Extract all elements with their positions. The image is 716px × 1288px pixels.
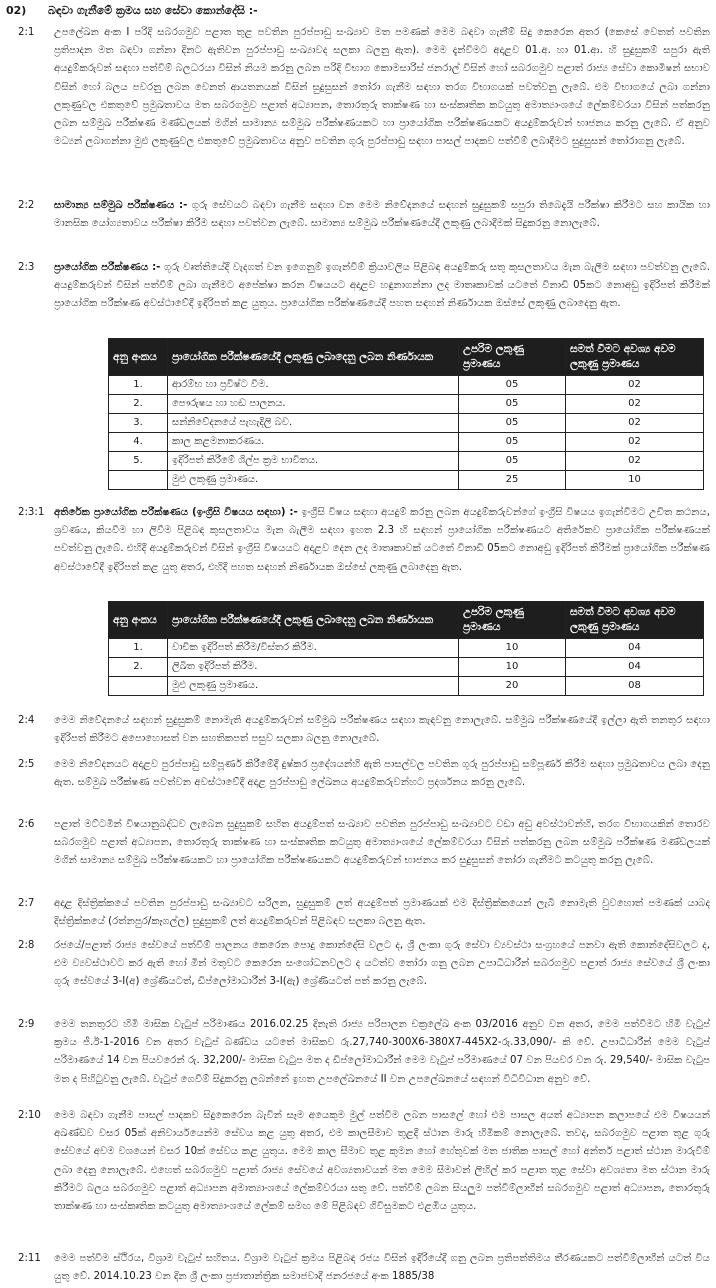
clause-2-2 [6,197,710,233]
table-cell: 10 [459,658,566,677]
column-header: සමත් වීමට අවශ්‍ය අවම ලකුණු ප්‍රමාණය [566,602,704,639]
table-cell: 05 [459,395,566,414]
table-total-row [109,471,704,490]
table-cell: 04 [566,639,704,658]
table-cell: සන්නිවේදනයේ පැහැදිලි බව. [168,414,459,433]
clause-title: සාමාන්‍ය සම්මුඛ පරීක්ෂණය :- [54,200,188,211]
clause-text: මෙම පත්වීම ස්ථිරය, විශ්‍රාම වැටුප් සහිතය. විශ්‍රාම වැටුප් ක්‍රමය පිළිබඳ රජය විසින් ඉදිරියේදී ගනු ලබන ප්‍රතිපත්තිමය තීරණයකට පත්වීම්ලාභීන් යටත් විය යුතු වේ. 2014.10.23 වන දින ශ්‍රී ලංකා ප්‍රජාතාන්ත්‍රික සමාජවාදී ජනරජයේ අංක 1885/38 [54,1253,710,1283]
clause-number: 2:7 [18,898,35,909]
table-cell: 02 [566,414,704,433]
table-cell: 3. [109,414,168,433]
table-cell: 4. [109,433,168,452]
clause-2-4 [6,712,710,748]
table-row [109,433,704,452]
clause-text: ඉංග්‍රීසි විෂය සඳහා අයදුම් කරනු ලබන අයදුම්කරුවන්ගේ ඉංග්‍රීසි විෂයය ඉගැන්වීමට උචිත කථනය, ශ්‍රවණය, කියවීම හා ලිවීම පිළිබඳ කුසලතාවය මැන බැලීම සඳහා ඉහත 2.3 හි සඳහන් ප්‍රායෝගික පරීක්ෂණයට අතිරේකව ප්‍රායෝගික පරීක්ෂණයක් පවත්වනු ලැබේ. එහිදී අයදුම්කරුවන් විසින් ඉංග්‍රීසි විෂයයට අදාළව දෙන ලද මාතෘකාවක් යටතේ විනාඩි 05කට නොඅඩු ඉදිරිපත් කිරීමක් ප්‍රායෝගික පරීක්ෂණ අවස්ථාවේදී ඉදිරිපත් කළ යුතු අතර, එහිදී පහත සඳහන් නිර්ණායක ඔස්සේ ලකුණු ලබාදෙනු ඇත. [54,507,710,573]
table-cell: 08 [566,677,704,696]
table-cell: වාචික ඉදිරිපත් කිරීම/විස්තර කිරීම. [168,639,459,658]
clause-2-1 [6,24,710,151]
column-header: උපරිම ලකුණු ප්‍රමාණය [459,339,566,376]
clause-number: 2:5 [18,759,35,770]
clause-text: අදාළ දිස්ත්‍රික්කයේ පවතින පුරප්පාඩු සංඛ්‍යාවට සරිලන, සුදුසුකම් ලත් අයදුම්පත් ප්‍රමාණයක් එම දිස්ත්‍රික්කයෙන් ලැබී නොමැති වුවහොත් පමණක් යාබද දිස්ත්‍රික්කයේ (රත්නපුර/කෑගල්ල) සුදුසුකම් ලත් අයදුම්කරුවන් පිළිබඳව සලකා බලනු ඇත. [54,898,710,928]
section-title: බඳවා ගැනීමේ ක්‍රමය සහ සේවා කොන්දේසි :- [48,4,258,17]
table-cell [109,677,168,696]
table-cell: ලිඛිත ඉදිරිපත් කිරීම. [168,658,459,677]
clause-2-9 [6,1016,710,1089]
column-header: සමත් වීමට අවශ්‍ය අවම ලකුණු ප්‍රමාණය [566,339,704,376]
table-cell: පෞරුෂය හා හඬ පාලනය. [168,395,459,414]
table-cell: 05 [459,433,566,452]
table-cell: 02 [566,395,704,414]
table-cell: මුළු ලකුණු ප්‍රමාණය. [168,677,459,696]
table-cell: 05 [459,452,566,471]
clause-title: ප්‍රායෝගික පරීක්ෂණය :- [54,262,161,273]
table-cell: 02 [566,376,704,395]
clause-text: මෙම තනතුරට හිමි මාසික වැටුප් පරිමාණය 2016.02.25 දිනැති රාජ්‍ය පරිපාලන චක්‍රලේඛ අංක 03/2016 අනුව වන අතර, මෙම පත්වීමට හිමි වැටුප් ක්‍රමය ජී.ඊ-1-2016 වන අතර වැටුප් බණ්ඩය යටතේ මාසිකව රු.27,740-300X6-380X7-445X2-රු.33,090/- කි වේ. උපාධිධාරීන් මෙම වැටුප් පරිමාණයේ 14 වන පියවරෙන් රු. 32,200/- මාසික වැටුප මත ද ඩිප්ලෝමාධාරීන් මෙම වැටුප් පරිමාණයේ 07 වන පියවර වන රු. 29,540/- මාසික වැටුප මත ද පිහිටුවනු ලැබේ. වැටුප් ගෙවීම් සිදුකරනු ලබන්නේ ඉහත උපලේඛනයේ II වන උපලේඛනයේ සඳහන් විධිවිධාන අනුව වේ. [54,1019,710,1085]
table-cell: 5. [109,452,168,471]
table-cell [109,471,168,490]
clause-text: පළාත් මට්ටමින් විෂයානුබද්ධව ලැබෙන සුදුසුකම් සහිත අයදුම්පත් සංඛ්‍යාව පවතින පුරප්පාඩු සංඛ්‍යාවට වඩා අඩු අවස්ථාවන්හි, තරග විභාගයකින් තොරව සබරගමුව පළාත් අධ්‍යාපන, තොරතුරු තාක්ෂණ හා සංස්කෘතික කටයුතු අමාත්‍යාංශයේ ලේකම්වරයා විසින් පත්කරනු ලබන සම්මුඛ පරීක්ෂණ මණ්ඩලයක් මගින් සාමාන්‍ය සම්මුඛ පරීක්ෂණයකට හා ප්‍රායෝගික පරීක්ෂණයකට අයදුම්කරුවන් භාජනය කර සුදුසුසන් තෝරා ගැනීමට කටයුතු කරනු ලැබේ. [54,819,710,867]
clause-text: උපලේඛන අංක I පරිදි සබරගමුව පළාත තුළ පවතින පුරප්පාඩු සංඛ්‍යාව මත පමණක් මෙම බඳවා ගැනීම් සිදු කෙරෙන අතර (කෙසේ වෙතත් පවතින ප්‍රතිපාදන මත බඳවා ගන්නා දිනට ඇතිවන පුරප්පාඩු සංඛ්‍යාවද සලකා බලනු ඇත). මෙම දැන්වීමට අදාළව 01.අ. හා 01.ආ. හි සුදුසුකම් සපුරා ඇති අයදුම්කරුවන් සඳහා පත්වීම් බලධරයා විසින් නියම කරනු ලබන පරිදි විභාග කොමසාරිස් ජනරාල් විසින් හෝ සබරගමුව පළාත් රාජ්‍ය සේවා කොමිෂන් සභාව විසින් හෝ බලය පවරනු ලබන වෙනත් ආයතනයක් විසින් සුදුසුසන් තෝරා ගැනීම සඳහා තරග විභාගයක් පවත්වනු ලැබේ. එම විභාගයේ ලබා ගන්නා ලකුණුවල එකතුවේ ප්‍රමුඛතාවය මත සබරගමුව පළාත් අධ්‍යාපන, තොරතුරු තාක්ෂණ හා සංස්කෘතික කටයුතු අමාත්‍යාංශයේ ලේකම්වරයා විසින් පත්කරනු ලබන සම්මුඛ පරීක්ෂණ මණ්ඩලයක් මගින් සාමාන්‍ය සම්මුඛ පරීක්ෂණයකට හා ප්‍රායෝගික පරීක්ෂණයකට අයදුම්කරුවන් භාජනය කරනු ලැබේ. ඒ අනුව මධ්‍යන් ලබාගන්නා මුළු ලකුණුවල එකතුවේ ප්‍රමුඛතාවය අනුව පවතින ගුරු පුරප්පාඩු සඳහා පාසල් පාදකව පත්වීම් ලබාදීමට සුදුසුසන් තෝරාගනු ලැබේ. [54,27,710,148]
column-header: ප්‍රායෝගික පරීක්ෂණයේදී ලකුණු ලබාදෙනු ලබන නිර්ණායක [168,339,459,376]
table-cell: 10 [459,639,566,658]
clause-text: ගුරු සේවයට බඳවා ගැනීම සඳහා වන මෙම නිවේදනයේ සඳහන් සුදුසුකම් සපුරා තිබෙදැයි පරීක්ෂා කිරීමට සහ කායික හා මානසික යෝග්‍යතාවය පරීක්ෂා කිරීම සඳහා පවත්වන ලැබේ. සාමාන්‍ය සම්මුඛ පරීක්ෂණයේදී ලකුණු ලබාදීමක් සිදුකරනු නොලැබේ. [54,200,711,230]
table-cell: 1. [109,376,168,395]
clause-2-3 [6,259,710,314]
clause-text: මෙම නිවේදනයට අදාළව පුරප්පාඩු සම්පූර්ණ කිරීමේදී දුෂ්කර ප්‍රදේශයන්හි ඇති පාසල්වල පවතින ගුරු පුරප්පාඩු සම්පූර්ණ කිරීම සඳහා ප්‍රමුඛතාවය ලබා දෙනු ඇත. සම්මුඛ පරීක්ෂණ පවත්වන අවස්ථාවේදී අදාළ පුරප්පාඩු ලේඛනය අයදුම්කරුවන්හට ප්‍රදර්ශනය කරනු ලැබේ. [54,759,710,789]
clause-number: 2:8 [18,940,35,951]
clause-number: 2:1 [18,27,35,38]
table-row [109,639,704,658]
clause-text: මෙම නිවේදනයේ සඳහන් සුදුසුකම් නොමැති අයදුම්කරුවන් සම්මුඛ පරීක්ෂණය සඳහා කැඳවනු නොලැබේ. සම්මුඛ පරීක්ෂණයේදී ඉල්ලා ඇති තනතුර සඳහා ඉදිරිපත් කිරීමට අපොහොසත් වන සහතිකපත් පසුව සලකා බලනු නොලැබේ. [54,715,710,745]
column-header: උපරිම ලකුණු ප්‍රමාණය [459,602,566,639]
clause-text: මෙම බඳවා ගැනීම පාසල් පාදකව සිදුකෙරෙන බැවින් සෑම අයෙකුම මුල් පත්වීම ලබන පාසලේ හෝ එම පාසල අයත් අධ්‍යාපන කලාපයේ එම විෂයයන් අඛණ්ඩව වසර 05ක් අනිවාර්යයෙන්ම සේවය කළ යුතු අතර, එම කාලසීමාව තුළදී ස්ථාන මාරු හිමිකම් නොලැබේ. තවද, සබරගමුව පළාත තුළ ගුරු සේවයේ අවම වශයෙන් වසර 10ක් සේවය කළ යුතුය. මෙම කාල සීමාව තුළ කුමන හෝ හේතුවක් මත ජාතික පාසල් හෝ අන්තර් පළාත් ස්ථාන මාරුවීම් ලබා දෙනු නොලැබේ. එහෙත් සබරගමුව පළාත් රාජ්‍ය සේවයේ අවශ්‍යතාවයන් මත මෙම සීමාවන් ලිහිල් කර පළාත තුළ සේවා අවශ්‍යතා මත ස්ථාන මාරු කිරීමට බලය සබරගමුව පළාත් අධ්‍යාපන අමාත්‍යාංශයේ ලේකම්වරයා සතු වේ. පත්වීම් ලබන සියලුම පත්වීම්ලාභීන් සබරගමුව පළාත් අධ්‍යාපන, තොරතුරු තාක්ෂණ හා සංස්කෘතික කටයුතු අමාත්‍යාංශයේ ලේකම් සමඟ මේ පිළිබඳව ගිවිසුමකට එළඹිය යුතුය. [54,1110,710,1213]
clause-2-6 [6,816,710,871]
table-cell: 02 [566,452,704,471]
clause-number: 2:2 [18,200,35,211]
clause-number: 2:3 [18,262,35,273]
table-row [109,395,704,414]
clause-number: 2:3:1 [18,507,45,518]
clause-2-7 [6,895,710,931]
table-header-row [109,339,704,376]
clause-number: 2:6 [18,819,35,830]
column-header: අනු අංකය [109,602,168,639]
clause-number: 2:11 [18,1253,41,1264]
table-cell: 2. [109,658,168,677]
table-cell: 1. [109,639,168,658]
table-cell: 20 [459,677,566,696]
clause-text: රජයේ/පළාත් රාජ්‍ය සේවයේ පත්වීම් පාලනය කෙරෙන පොදු කොන්දේසි වලට ද, ශ්‍රී ලංකා ගුරු සේවා ව්‍යවස්ථා සංග්‍රහයේ පනවා ඇති කොන්දේසිවලට ද, එම ව්‍යවස්ථාවට කර ඇති හෝ මින් මතුවට කෙරෙන සංශෝධනවලට ද යටත්ව තෝරා ගනු ලබන උපාධිධාරීන් සබරගමුව පළාත් රාජ්‍ය සේවයේ ශ්‍රී ලංකා ගුරු සේවයේ 3-I(අ) ශ්‍රේණියටත්, ඩිප්ලෝමාධාරීන් 3-I(ඇ) ශ්‍රේණියටත් පත් කරනු ලැබේ. [54,940,710,988]
table-row [109,376,704,395]
clause-2-3-1 [6,504,710,577]
clause-2-10 [6,1107,710,1216]
table-header-row [109,602,704,639]
column-header: අනු අංකය [109,339,168,376]
clause-number: 2:4 [18,715,35,726]
english-practical-table [108,601,704,696]
section-heading [6,2,258,20]
table-row [109,452,704,471]
table-cell: කාල කළමනාකරණය. [168,433,459,452]
clause-2-5 [6,756,710,792]
table-cell: 2. [109,395,168,414]
table-cell: ආරම්භ හා ප්‍රවිෂ්ට වීම. [168,376,459,395]
table-cell: 04 [566,658,704,677]
table-cell: 05 [459,414,566,433]
table-cell: මුළු ලකුණු ප්‍රමාණය. [168,471,459,490]
table-cell: 10 [566,471,704,490]
table-cell: ඉදිරිපත් කිරීමේ ශිල්ප ක්‍රම භාවිතය. [168,452,459,471]
table-cell: 05 [459,376,566,395]
table-row [109,414,704,433]
practical-test-table [108,338,704,490]
column-header: ප්‍රායෝගික පරීක්ෂණයේදී ලකුණු ලබාදෙනු ලබන නිර්ණායක [168,602,459,639]
section-number: 02) [6,4,27,17]
table-cell: 25 [459,471,566,490]
clause-text: ගුරු වෘත්තියේදී වැදගත් වන ඉගෙනුම් ඉගැන්වීම් ක්‍රියාවලිය පිළිබඳ අයදුම්කරු සතු කුසලතාවය මැන බැලීම සඳහා පවත්වනු ලැබේ. අයදුම්කරුවන් විසින් පත්වීම් ලබා ගැනීමට අපේක්ෂා කරන විෂයයට අදාළව හඳුනාගන්නා ලද මාතෘකාවක් යටතේ විනාඩි 05කට නොඅඩු ඉදිරිපත් කිරීමක් ප්‍රායෝගික පරීක්ෂණ අවස්ථාවේදී ඉදිරිපත් කළ යුතුය. ප්‍රායෝගික පරීක්ෂණයේදී පහත සඳහන් නිර්ණායක ඔස්සේ ලකුණු ලබාදෙනු ඇත. [54,262,710,310]
clause-number: 2:10 [18,1110,41,1121]
clause-2-11 [6,1250,710,1286]
table-total-row [109,677,704,696]
clause-title: අතිරේක ප්‍රායෝගික පරීක්ෂණය (ඉංග්‍රීසි විෂයය සඳහා) :- [54,507,298,518]
table-cell: 02 [566,433,704,452]
clause-number: 2:9 [18,1019,35,1030]
clause-2-8 [6,937,710,992]
table-row [109,658,704,677]
